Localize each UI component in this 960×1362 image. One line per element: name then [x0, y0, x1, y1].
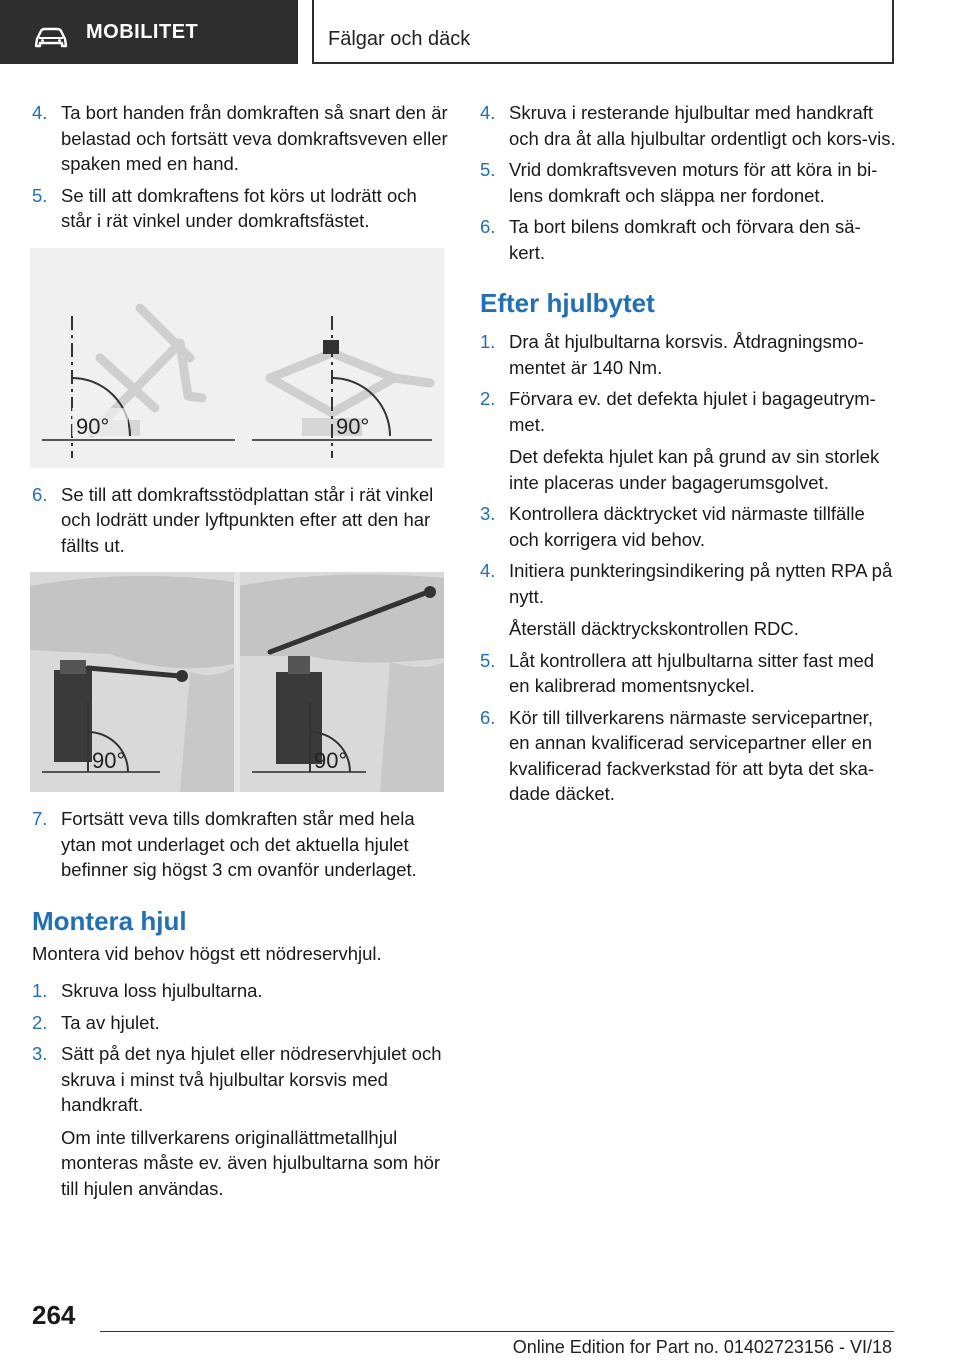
step-note: Om inte tillverkarens originallättmetallhjul monteras måste ev. även hjulbultarna som hör till hjulen användas. [61, 1126, 441, 1199]
step-number: 6. [480, 216, 496, 237]
step-number: 4. [480, 102, 496, 123]
jack-angle-diagram [30, 248, 444, 468]
list-item [480, 329, 896, 380]
step-number: 3. [32, 1043, 48, 1064]
list-item [32, 183, 448, 234]
section-title: MOBILITET [86, 21, 199, 43]
step-number: 6. [480, 706, 496, 728]
list-item [480, 157, 896, 208]
step-text: Förvara ev. det defekta hjulet i bagageutrym-met. [509, 388, 876, 435]
right-column [480, 100, 896, 813]
step-number: 7. [32, 808, 48, 829]
step-number: 5. [32, 184, 48, 206]
step-text: Se till att domkraftsstödplattan står i rät vinkel och lodrätt under lyftpunkten efter att den har fällts ut. [61, 483, 434, 556]
left-column [32, 100, 448, 1207]
list-item [480, 705, 896, 807]
step-text: Skruva i resterande hjulbultar med handkraft och dra åt alla hjulbultar ordentligt och kors-vis. [509, 102, 896, 149]
step-text: Fortsätt veva tills domkraften står med hela ytan mot underlaget och det aktuella hjulet befinner sig högst 3 cm ovanför underlaget. [61, 808, 417, 880]
car-icon [34, 27, 68, 49]
step-text: Sätt på det nya hjulet eller nödreservhjulet och skruva i minst två hjulbultar korsvis med handkraft. [61, 1043, 442, 1115]
list-item [480, 501, 896, 552]
list-item [32, 1010, 448, 1036]
step-number: 2. [32, 1011, 48, 1033]
step-text: Se till att domkraftens fot körs ut lodrätt och står i rät vinkel under domkraftsfästet. [61, 184, 417, 231]
list-item [32, 806, 448, 883]
footer-divider [100, 1331, 894, 1332]
angle-label: 90° [76, 413, 110, 439]
step-text: Ta av hjulet. [61, 1011, 160, 1033]
step-number: 5. [480, 649, 496, 671]
section-heading: Montera hjul [32, 905, 187, 936]
step-number: 4. [480, 560, 496, 581]
section-tab [0, 0, 298, 64]
step-number: 2. [480, 388, 496, 409]
list-item [32, 100, 448, 177]
step-text: Skruva loss hjulbultarna. [61, 980, 263, 1001]
section-heading: Efter hjulbytet [480, 288, 655, 318]
list-item [480, 558, 896, 642]
step-text: Vrid domkraftsveven moturs för att köra in bi-lens domkraft och släppa ner fordonet. [509, 159, 878, 206]
page-number: 264 [32, 1300, 76, 1330]
step-note: Det defekta hjulet kan på grund av sin storlek inte placeras under bagagerumsgolvet. [509, 446, 880, 493]
step-text: Ta bort bilens domkraft och förvara den sä-kert. [509, 216, 861, 263]
list-item [32, 1041, 448, 1201]
step-text: Kontrollera däcktrycket vid närmaste tillfälle och korrigera vid behov. [509, 503, 865, 550]
angle-label: 90° [336, 413, 370, 439]
step-number: 4. [32, 102, 48, 123]
list-item [480, 214, 896, 265]
list-item [480, 386, 896, 495]
list-item [32, 978, 448, 1004]
jack-photo-figure [30, 572, 444, 792]
list-item [32, 482, 448, 559]
step-number: 5. [480, 159, 496, 180]
chapter-tab [312, 0, 894, 64]
chapter-title: Fälgar och däck [328, 28, 471, 50]
list-item [480, 100, 896, 151]
section-intro: Montera vid behov högst ett nödreservhjul. [32, 942, 382, 964]
angle-label: 90° [314, 748, 348, 773]
step-note: Återställ däcktryckskontrollen RDC. [509, 618, 799, 639]
step-text: Initiera punkteringsindikering på nytten RPA på nytt. [509, 560, 893, 607]
edition-label: Online Edition for Part no. 01402723156 - VI/18 [512, 1337, 892, 1357]
step-number: 1. [480, 331, 496, 352]
step-number: 6. [32, 483, 48, 505]
step-text: Ta bort handen från domkraften så snart den är belastad och fortsätt veva domkraftsveven eller spaken med en hand. [61, 102, 448, 174]
angle-label: 90° [92, 748, 126, 773]
list-item [480, 648, 896, 699]
step-number: 3. [480, 503, 496, 524]
step-text: Låt kontrollera att hjulbultarna sitter fast med en kalibrerad momentsnyckel. [509, 649, 875, 696]
step-number: 1. [32, 980, 48, 1001]
step-text: Dra åt hjulbultarna korsvis. Åtdragningsmo-mentet är 140 Nm. [509, 331, 864, 378]
step-text: Kör till tillverkarens närmaste servicepartner, en annan kvalificerad servicepartner eller en kvalificerad fackverkstad för att byta det ska-dade däcket. [509, 706, 875, 804]
